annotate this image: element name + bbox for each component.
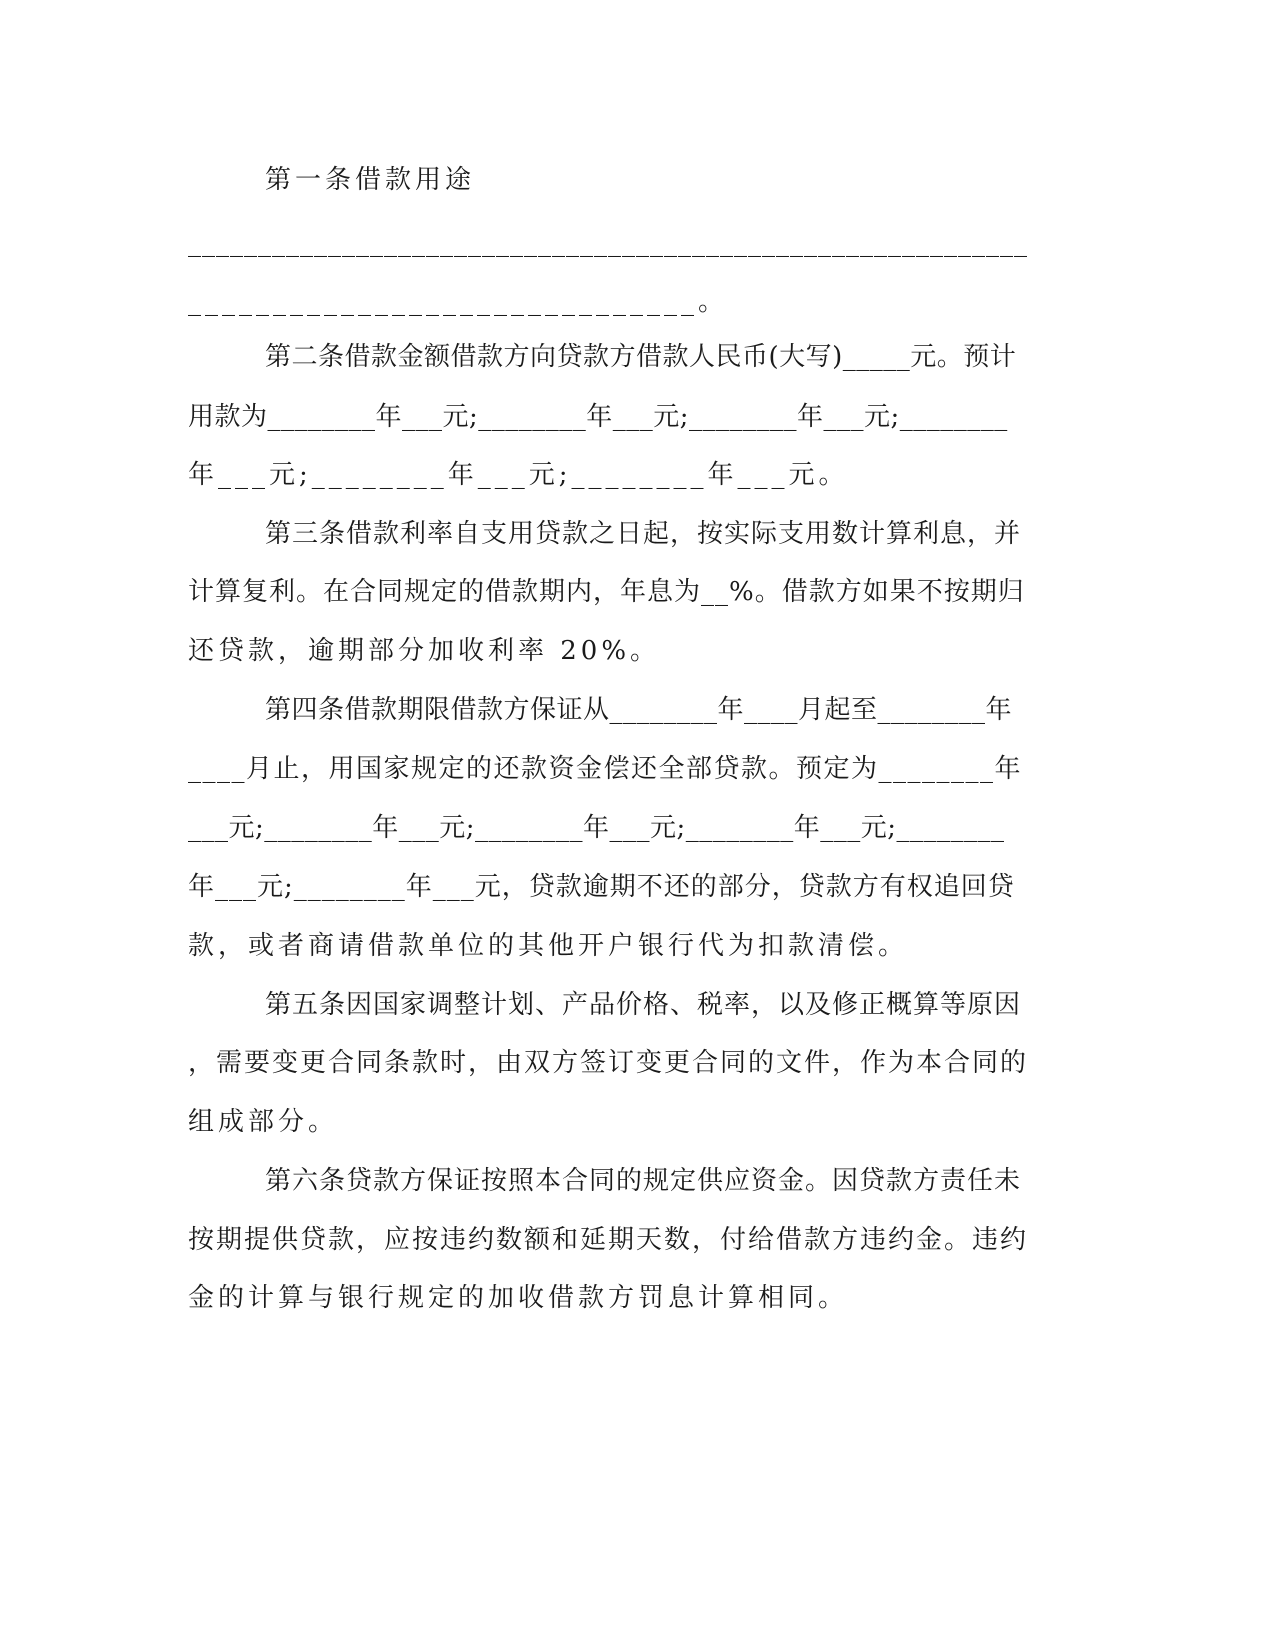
- article-2-line: 用款为________年___元;________年___元;________年___元;________: [188, 402, 1008, 432]
- article-6-line: 金的计算与银行规定的加收借款方罚息计算相同。: [188, 1283, 849, 1313]
- article-1-heading: 第一条借款用途: [265, 165, 476, 195]
- article-5-line: 组成部分。: [188, 1107, 339, 1137]
- article-4-line: 第四条借款期限借款方保证从________年____月起至________年: [265, 695, 1013, 725]
- article-2-line: 年___元;________年___元;________年___元。: [188, 460, 849, 490]
- article-3-line: 还贷款，逾期部分加收利率 20%。: [188, 636, 661, 666]
- article-5-line: ，需要变更合同条款时，由双方签订变更合同的文件，作为本合同的: [188, 1048, 1029, 1078]
- article-3-line: 计算复利。在合同规定的借款期内，年息为__%。借款方如果不按期归: [188, 577, 1025, 607]
- article-6-line: 按期提供贷款，应按违约数额和延期天数，付给借款方违约金。违约: [188, 1225, 1029, 1255]
- article-4-line: ____月止，用国家规定的还款资金偿还全部贷款。预定为________年: [188, 754, 1023, 784]
- article-2-line: 第二条借款金额借款方向贷款方借款人民币(大写)_____元。预计: [265, 342, 1017, 372]
- article-4-line: 年___元;________年___元，贷款逾期不还的部分，贷款方有权追回贷: [188, 872, 1015, 902]
- blank-fill-line-end: ______________________________。: [188, 287, 728, 317]
- blank-fill-line: ____________________________________________________________: [188, 228, 1028, 258]
- article-4-line: ___元;________年___元;________年___元;________年___元;________: [188, 813, 1005, 843]
- article-3-line: 第三条借款利率自支用贷款之日起，按实际支用数计算利息，并: [265, 519, 1022, 549]
- article-6-line: 第六条贷款方保证按照本合同的规定供应资金。因贷款方责任未: [265, 1166, 1022, 1196]
- article-4-line: 款，或者商请借款单位的其他开户银行代为扣款清偿。: [188, 931, 909, 961]
- article-5-line: 第五条因国家调整计划、产品价格、税率，以及修正概算等原因: [265, 990, 1022, 1020]
